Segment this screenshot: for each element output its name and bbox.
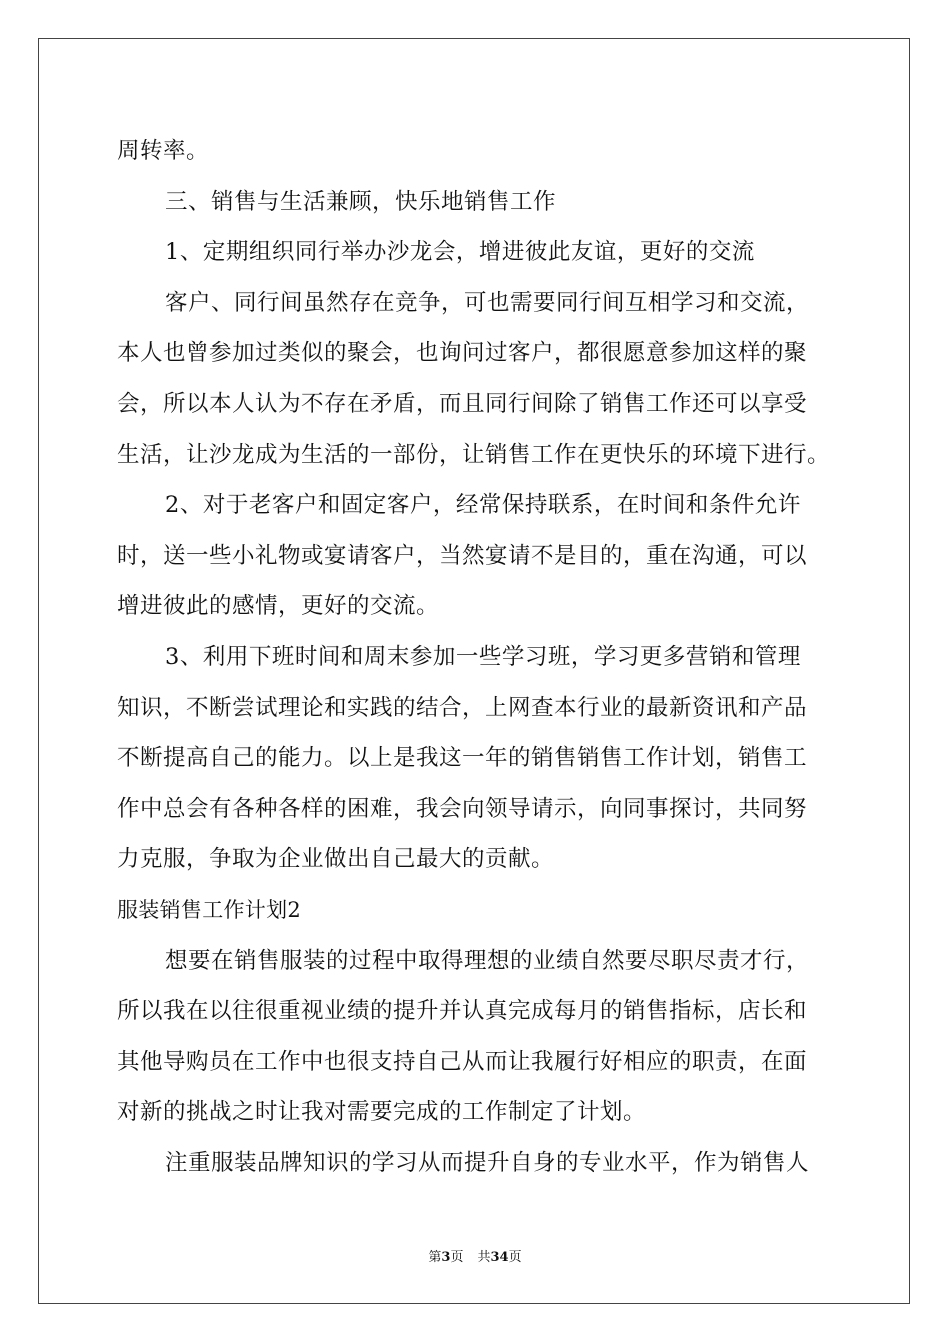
text-line: 3、利用下班时间和周末参加一些学习班，学习更多营销和管理: [165, 643, 801, 670]
footer-page-word: 页: [450, 1250, 464, 1265]
text-line: 力克服，争取为企业做出自己最大的贡献。: [117, 846, 555, 873]
text-line: 会，所以本人认为不存在矛盾，而且同行间除了销售工作还可以享受: [117, 390, 808, 417]
text-line: 想要在销售服装的过程中取得理想的业绩自然要尽职尽责才行，: [165, 947, 810, 974]
text-line: 对新的挑战之时让我对需要完成的工作制定了计划。: [117, 1099, 647, 1126]
text-line: 作中总会有各种各样的困难，我会向领导请示，向同事探讨，共同努: [117, 795, 808, 822]
footer-total-suffix: 页: [508, 1250, 522, 1265]
text-line: 生活，让沙龙成为生活的一部份，让销售工作在更快乐的环境下进行。: [117, 441, 831, 468]
footer-prefix: 第: [428, 1250, 442, 1265]
text-line: 客户、同行间虽然存在竞争，可也需要同行间互相学习和交流，: [165, 289, 810, 316]
footer-total-prefix: 共: [477, 1250, 491, 1265]
text-line: 注重服装品牌知识的学习从而提升自身的专业水平，作为销售人: [165, 1149, 810, 1176]
text-line: 知识，不断尝试理论和实践的结合，上网查本行业的最新资讯和产品: [117, 694, 808, 721]
text-line: 1、定期组织同行举办沙龙会，增进彼此友谊，更好的交流: [165, 239, 755, 266]
page-footer: [0, 1246, 950, 1265]
text-line: 所以我在以往很重视业绩的提升并认真完成每月的销售指标，店长和: [117, 998, 808, 1025]
footer-current-page: 3: [441, 1250, 451, 1265]
text-line: 三、销售与生活兼顾，快乐地销售工作: [165, 188, 557, 215]
text-line: 2、对于老客户和固定客户，经常保持联系，在时间和条件允许: [165, 492, 801, 519]
text-line: 其他导购员在工作中也很支持自己从而让我履行好相应的职责，在面: [117, 1048, 808, 1075]
section-heading: 服装销售工作计划2: [117, 897, 302, 922]
text-line: 时，送一些小礼物或宴请客户，当然宴请不是目的，重在沟通，可以: [117, 542, 808, 569]
document-body: [117, 126, 837, 1188]
text-line: 不断提高自己的能力。以上是我这一年的销售销售工作计划，销售工: [117, 745, 808, 772]
footer-total-pages: 34: [490, 1250, 509, 1265]
text-line: 周转率。: [117, 138, 210, 164]
text-line: 本人也曾参加过类似的聚会，也询问过客户，都很愿意参加这样的聚: [117, 340, 808, 367]
text-line: 增进彼此的感情，更好的交流。: [117, 593, 440, 620]
